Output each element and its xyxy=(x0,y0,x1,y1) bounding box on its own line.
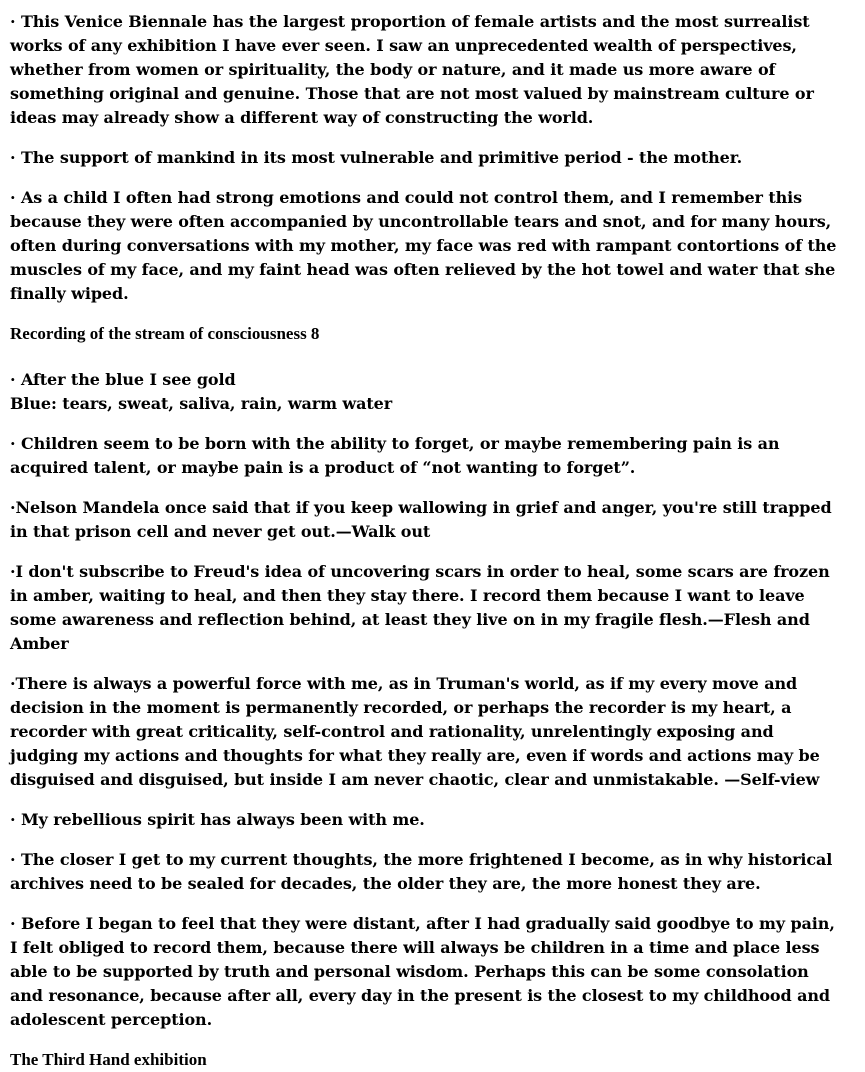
text-line: · As a child I often had strong emotions and could not control them, and I remember this because they were often accompanied by uncontrollable tears and snot, and for many hours, often during conversations with my mother, my face was red with rampant contortions of the muscles of my face, and my faint head was often relieved by the hot towel and water that she finally wiped. xyxy=(10,188,837,303)
text-line: Recording of the stream of consciousness 8 xyxy=(10,324,320,343)
text-line: · My rebellious spirit has always been with me. xyxy=(10,810,425,829)
paragraph xyxy=(10,912,841,1032)
section-heading xyxy=(10,322,841,346)
paragraph xyxy=(10,848,841,896)
text-line: · The closer I get to my current thoughts, the more frightened I become, as in why historical archives need to be sealed for decades, the older they are, the more honest they are. xyxy=(10,850,833,893)
text-line: The Third Hand exhibition xyxy=(10,1050,207,1069)
paragraph xyxy=(10,496,841,544)
paragraph xyxy=(10,186,841,306)
paragraph xyxy=(10,146,841,170)
text-line: · Children seem to be born with the ability to forget, or maybe remembering pain is an acquired talent, or maybe pain is a product of “not wanting to forget”. xyxy=(10,434,780,477)
text-line: Blue: tears, sweat, saliva, rain, warm water xyxy=(10,394,393,413)
text-line: ·Nelson Mandela once said that if you keep wallowing in grief and anger, you're still trapped in that prison cell and never get out.—Walk out xyxy=(10,498,832,541)
paragraph xyxy=(10,368,841,416)
paragraph xyxy=(10,672,841,792)
paragraph xyxy=(10,432,841,480)
text-line: · After the blue I see gold xyxy=(10,370,236,389)
paragraph xyxy=(10,560,841,656)
text-line: · Before I began to feel that they were distant, after I had gradually said goodbye to my pain, I felt obliged to record them, because there will always be children in a time and place less able to be supported by truth and personal wisdom. Perhaps this can be some consolation and resonance, because after all, every day in the present is the closest to my childhood and adolescent perception. xyxy=(10,914,835,1029)
text-line: · This Venice Biennale has the largest proportion of female artists and the most surrealist works of any exhibition I have ever seen. I saw an unprecedented wealth of perspectives, whether from women or spirituality, the body or nature, and it made us more aware of something original and genuine. Those that are not most valued by mainstream culture or ideas may already show a different way of constructing the world. xyxy=(10,12,814,127)
paragraph xyxy=(10,10,841,130)
section-heading xyxy=(10,1048,841,1072)
text-line: · The support of mankind in its most vulnerable and primitive period - the mother. xyxy=(10,148,743,167)
text-line: ·There is always a powerful force with me, as in Truman's world, as if my every move and decision in the moment is permanently recorded, or perhaps the recorder is my heart, a recorder with great criticality, self-control and rationality, unrelentingly exposing and judging my actions and thoughts for what they really are, even if words and actions may be disguised and disguised, but inside I am never chaotic, clear and unmistakable. —Self-view xyxy=(10,674,820,789)
text-line: ·I don't subscribe to Freud's idea of uncovering scars in order to heal, some scars are frozen in amber, waiting to heal, and then they stay there. I record them because I want to leave some awareness and reflection behind, at least they live on in my fragile flesh.—Flesh and Amber xyxy=(10,562,830,653)
paragraph xyxy=(10,808,841,832)
